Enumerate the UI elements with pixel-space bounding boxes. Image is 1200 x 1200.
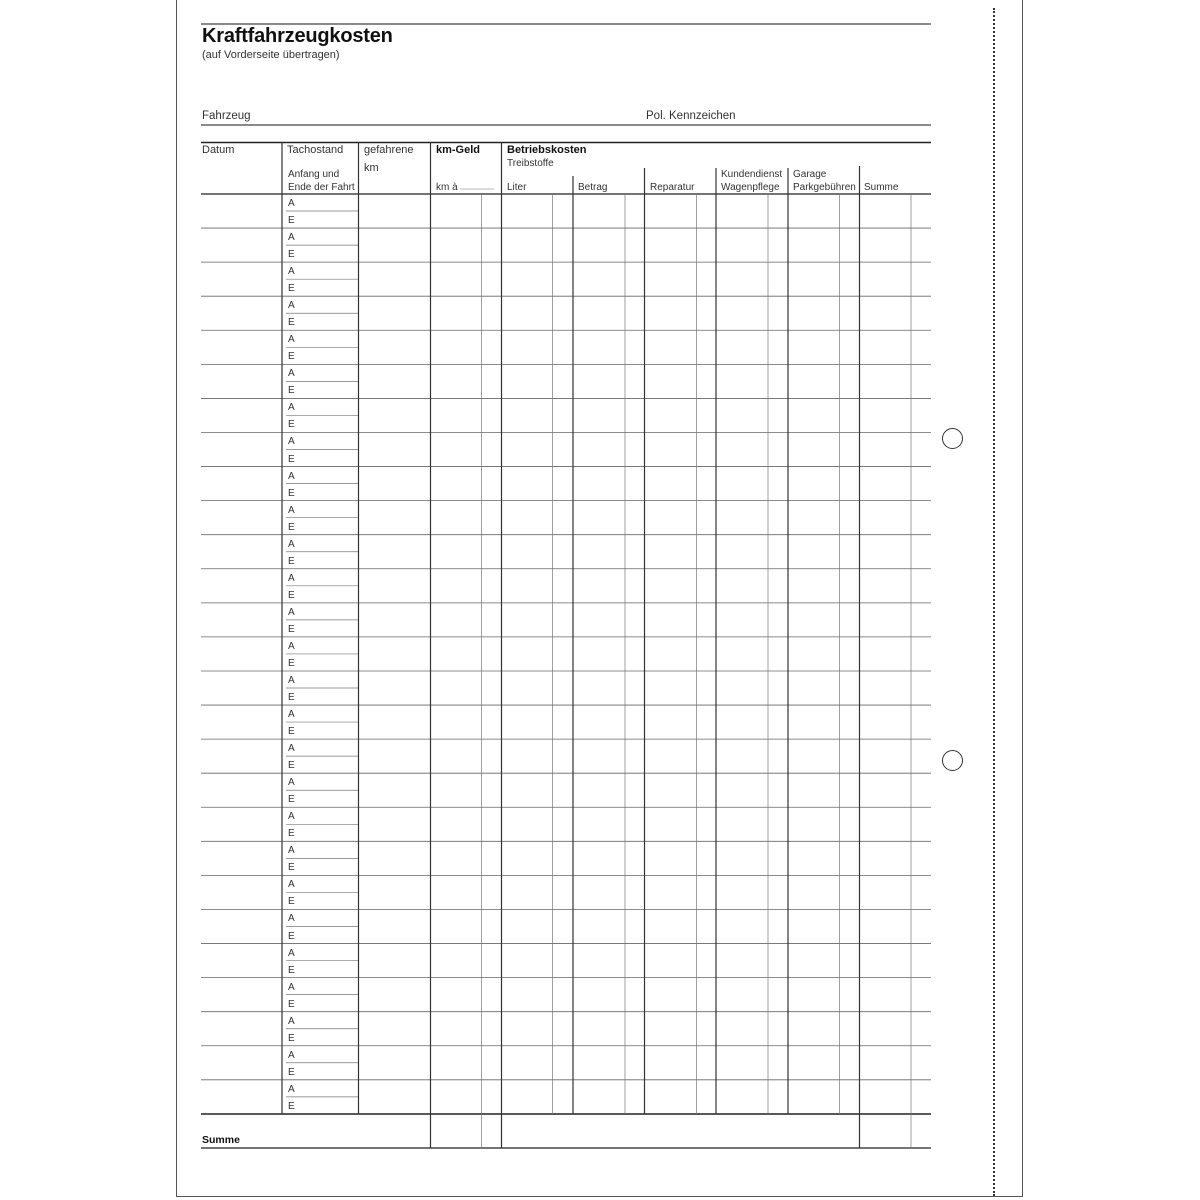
license-plate-field-label: Pol. Kennzeichen — [646, 110, 736, 122]
end-mark: E — [288, 589, 295, 601]
column-header-litres: Liter — [507, 182, 527, 193]
end-mark: E — [288, 487, 295, 499]
end-mark: E — [288, 453, 295, 465]
start-mark: A — [288, 232, 295, 244]
start-mark: A — [288, 470, 295, 482]
start-mark: A — [288, 640, 295, 652]
sum-row-label: Summe — [202, 1134, 240, 1146]
vehicle-field-label: Fahrzeug — [202, 110, 251, 122]
end-mark: E — [288, 521, 295, 533]
start-mark: A — [288, 368, 295, 380]
end-mark: E — [288, 828, 295, 840]
start-mark: A — [288, 1083, 295, 1095]
end-mark: E — [288, 726, 295, 738]
end-mark: E — [288, 930, 295, 942]
column-header-amount: Betrag — [578, 182, 608, 193]
end-mark: E — [288, 385, 295, 397]
end-mark: E — [288, 419, 295, 431]
end-mark: E — [288, 1032, 295, 1044]
start-mark: A — [288, 879, 295, 891]
column-subheader-fuels: Treibstoffe — [507, 158, 554, 169]
form-title: Kraftfahrzeugkosten — [202, 25, 393, 47]
end-mark: E — [288, 351, 295, 363]
start-mark: A — [288, 198, 295, 209]
start-mark: A — [288, 913, 295, 925]
column-header-garage-1: Garage — [793, 169, 827, 180]
column-header-km-driven-2: km — [364, 162, 379, 174]
form-subtitle: (auf Vorderseite übertragen) — [202, 49, 340, 61]
end-mark: E — [288, 760, 295, 772]
start-mark: A — [288, 743, 295, 755]
start-mark: A — [288, 504, 295, 516]
end-mark: E — [288, 794, 295, 806]
column-header-date: Datum — [202, 144, 235, 156]
column-header-operating-costs: Betriebskosten — [507, 144, 587, 156]
start-mark: A — [288, 300, 295, 312]
end-mark: E — [288, 623, 295, 635]
end-mark: E — [288, 862, 295, 874]
start-mark: A — [288, 334, 295, 346]
end-mark: E — [288, 555, 295, 567]
end-mark: E — [288, 249, 295, 261]
start-mark: A — [288, 947, 295, 959]
column-subheader-odometer-1: Anfang und — [288, 169, 340, 180]
start-mark: A — [288, 981, 295, 993]
start-mark: A — [288, 572, 295, 584]
column-header-km-allowance: km-Geld — [436, 144, 481, 156]
end-mark: E — [288, 283, 295, 295]
column-header-service-2: Wagenpflege — [721, 182, 780, 193]
end-mark: E — [288, 896, 295, 908]
end-mark: E — [288, 692, 295, 703]
column-subheader-km-rate: km à — [436, 182, 458, 193]
start-mark: A — [288, 538, 295, 550]
end-mark: E — [288, 998, 295, 1010]
start-mark: A — [288, 777, 295, 789]
start-mark: A — [288, 1015, 295, 1027]
column-header-total: Summe — [864, 182, 899, 193]
end-mark: E — [288, 317, 295, 329]
start-mark: A — [288, 709, 295, 721]
column-header-km-driven-1: gefahrene — [364, 144, 414, 156]
end-mark: E — [288, 964, 295, 976]
column-header-service-1: Kundendienst — [721, 169, 783, 180]
start-mark: A — [288, 674, 295, 686]
end-mark: E — [288, 1066, 295, 1078]
column-header-odometer: Tachostand — [287, 144, 344, 156]
start-mark: A — [288, 436, 295, 448]
start-mark: A — [288, 1049, 295, 1061]
column-subheader-odometer-2: Ende der Fahrt — [288, 182, 355, 193]
end-mark: E — [288, 215, 295, 227]
column-header-repair: Reparatur — [650, 182, 695, 193]
start-mark: A — [288, 266, 295, 278]
column-header-garage-2: Parkgebühren — [793, 182, 856, 193]
start-mark: A — [288, 402, 295, 414]
end-mark: E — [288, 1100, 295, 1112]
start-mark: A — [288, 606, 295, 618]
start-mark: A — [288, 845, 295, 857]
end-mark: E — [288, 657, 295, 669]
start-mark: A — [288, 811, 295, 823]
